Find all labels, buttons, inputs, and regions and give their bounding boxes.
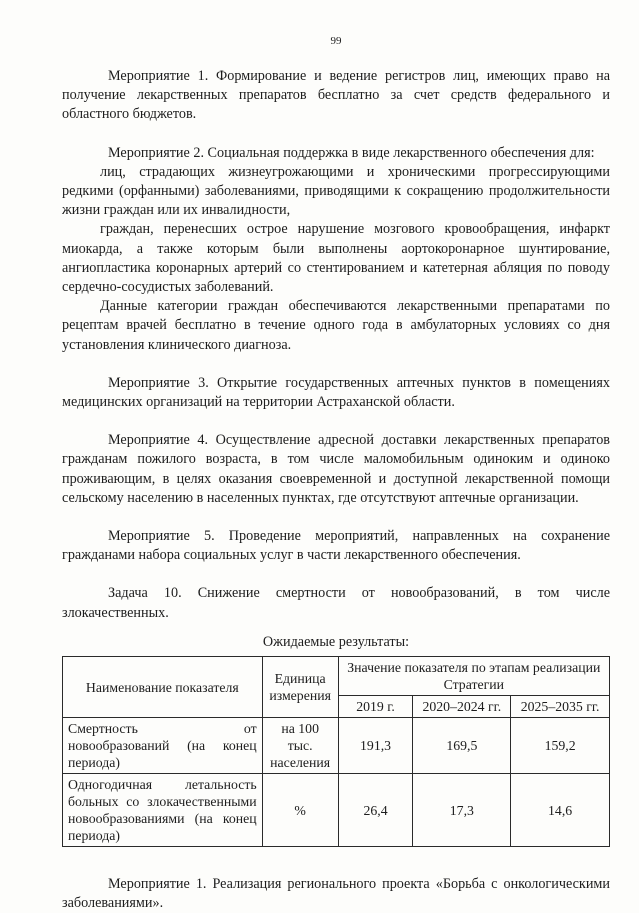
table-caption: Ожидаемые результаты: [262,633,410,650]
measure-2-note: Данные категории граждан обеспечиваются лекарственными препаратами по рецептам врачей бесплатно в течение одного года в амбулаторных условиях со дня установления клинического диагноза. [62,298,610,353]
row-value-2019: 191,3 [338,718,413,774]
table-row [63,774,610,847]
row-value-2025-2035: 14,6 [511,774,610,847]
row-value-2019: 26,4 [338,774,413,847]
row-value-2020-2024: 169,5 [413,718,511,774]
row-indicator-name: Одногодичная летальность больных со злокачественными новообразованиями (на конец периода) [63,774,263,847]
measure-5-paragraph: Мероприятие 5. Проведение мероприятий, направленных на сохранение гражданами набора социальных услуг в части лекарственного обеспечения. [62,528,610,564]
page-number: 99 [330,35,342,47]
header-indicator: Наименование показателя [63,657,263,718]
header-value-group: Значение показателя по этапам реализации Стратегии [338,657,609,696]
measure-2-paragraph: Мероприятие 2. Социальная поддержка в виде лекарственного обеспечения для: [108,144,595,161]
header-stage-2020-2024: 2020–2024 гг. [413,696,511,718]
header-unit: Единица измерения [262,657,338,718]
row-indicator-name: Смертность от новообразований (на конец периода) [63,718,263,774]
expected-results-table [62,656,610,847]
measure-2-item-orphan: лиц, страдающих жизнеугрожающими и хроническими прогрессирующими редкими (орфанными) заболеваниями, приводящими к сокращению продолжительности жизни граждан или их инвалидности, [62,163,610,219]
oncology-measure-paragraph: Мероприятие 1. Реализация регионального проекта «Борьба с онкологическими заболеваниями». [62,876,610,912]
header-stage-2025-2035: 2025–2035 гг. [511,696,610,718]
table-header-row [63,657,610,696]
row-value-2025-2035: 159,2 [511,718,610,774]
measure-1-paragraph: Мероприятие 1. Формирование и ведение регистров лиц, имеющих право на получение лекарственных препаратов бесплатно за счет средств федерального и областного бюджетов. [62,68,610,123]
document-page [62,30,610,913]
row-unit: на 100 тыс. населения [262,718,338,774]
row-value-2020-2024: 17,3 [413,774,511,847]
task-10-paragraph: Задача 10. Снижение смертности от новообразований, в том числе злокачественных. [62,585,610,621]
measure-2-item-cardio: граждан, перенесших острое нарушение мозгового кровообращения, инфаркт миокарда, а также которым были выполнены аортокоронарное шунтирование, ангиопластика коронарных артерий со стентированием и катетерная абляция по поводу сердечно-сосудистых заболеваний. [62,221,610,296]
table-row [63,718,610,774]
row-unit: % [262,774,338,847]
measure-3-paragraph: Мероприятие 3. Открытие государственных аптечных пунктов в помещениях медицинских организаций на территории Астраханской области. [62,374,610,411]
header-stage-2019: 2019 г. [338,696,413,718]
measure-4-paragraph: Мероприятие 4. Осуществление адресной доставки лекарственных препаратов гражданам пожилого возраста, в том числе маломобильным одиноким и одиноко проживающим, в целях оказания своевременной и доступной лекарственной помощи сельскому населению в населенных пунктах, где отсутствуют аптечные организации. [62,432,610,506]
